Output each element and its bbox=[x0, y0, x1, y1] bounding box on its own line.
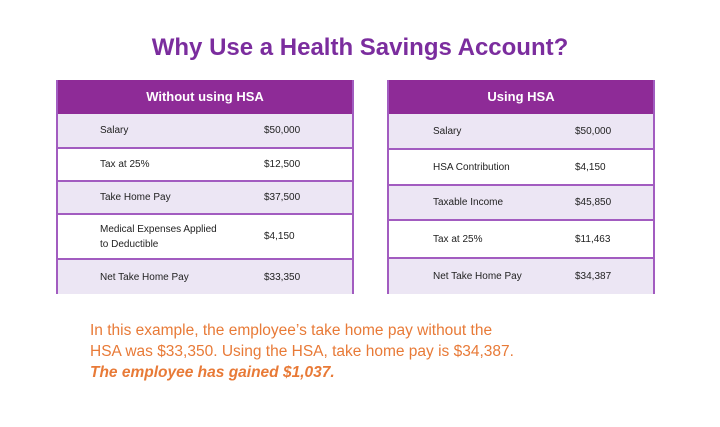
table-row bbox=[389, 219, 653, 257]
table-row bbox=[58, 114, 352, 147]
row-label: Salary bbox=[433, 125, 462, 137]
row-value: $4,150 bbox=[264, 231, 295, 242]
row-label: Taxable Income bbox=[433, 197, 504, 208]
table-row bbox=[389, 148, 653, 184]
caption-line: HSA was $33,350. Using the HSA, take home pay is $34,387. bbox=[90, 343, 514, 360]
page-title: Why Use a Health Savings Account? bbox=[151, 34, 569, 61]
table-row bbox=[58, 213, 352, 258]
summary-caption bbox=[90, 320, 690, 383]
row-value: $11,463 bbox=[575, 233, 611, 245]
row-value: $50,000 bbox=[264, 125, 301, 136]
table-row bbox=[389, 257, 653, 294]
row-value: $34,387 bbox=[575, 271, 612, 282]
row-label: Tax at 25% bbox=[433, 233, 483, 245]
row-label: Take Home Pay bbox=[100, 192, 171, 203]
table-row bbox=[389, 184, 653, 219]
row-label: Tax at 25% bbox=[100, 159, 150, 170]
table-row bbox=[389, 114, 653, 148]
caption-conclusion: The employee has gained $1,037. bbox=[90, 364, 335, 381]
row-value: $37,500 bbox=[264, 192, 301, 203]
row-value: $45,850 bbox=[575, 197, 612, 208]
table-row bbox=[58, 180, 352, 213]
row-label: Medical Expenses Applied to Deductible bbox=[100, 223, 217, 250]
table-row bbox=[58, 147, 352, 180]
row-value: $50,000 bbox=[575, 125, 612, 137]
row-value: $33,350 bbox=[264, 271, 301, 283]
row-label: Salary bbox=[100, 125, 129, 136]
without-hsa-table bbox=[56, 80, 354, 294]
row-label: Net Take Home Pay bbox=[100, 271, 189, 283]
row-value: $12,500 bbox=[264, 159, 301, 170]
without-hsa-header: Without using HSA bbox=[58, 80, 352, 114]
row-label: HSA Contribution bbox=[433, 161, 510, 173]
table-row bbox=[58, 258, 352, 294]
caption-line: In this example, the employee’s take home pay without the bbox=[90, 322, 493, 339]
row-label: Net Take Home Pay bbox=[433, 271, 522, 282]
row-value: $4,150 bbox=[575, 161, 606, 173]
using-hsa-header: Using HSA bbox=[389, 80, 653, 114]
using-hsa-table bbox=[387, 80, 655, 294]
